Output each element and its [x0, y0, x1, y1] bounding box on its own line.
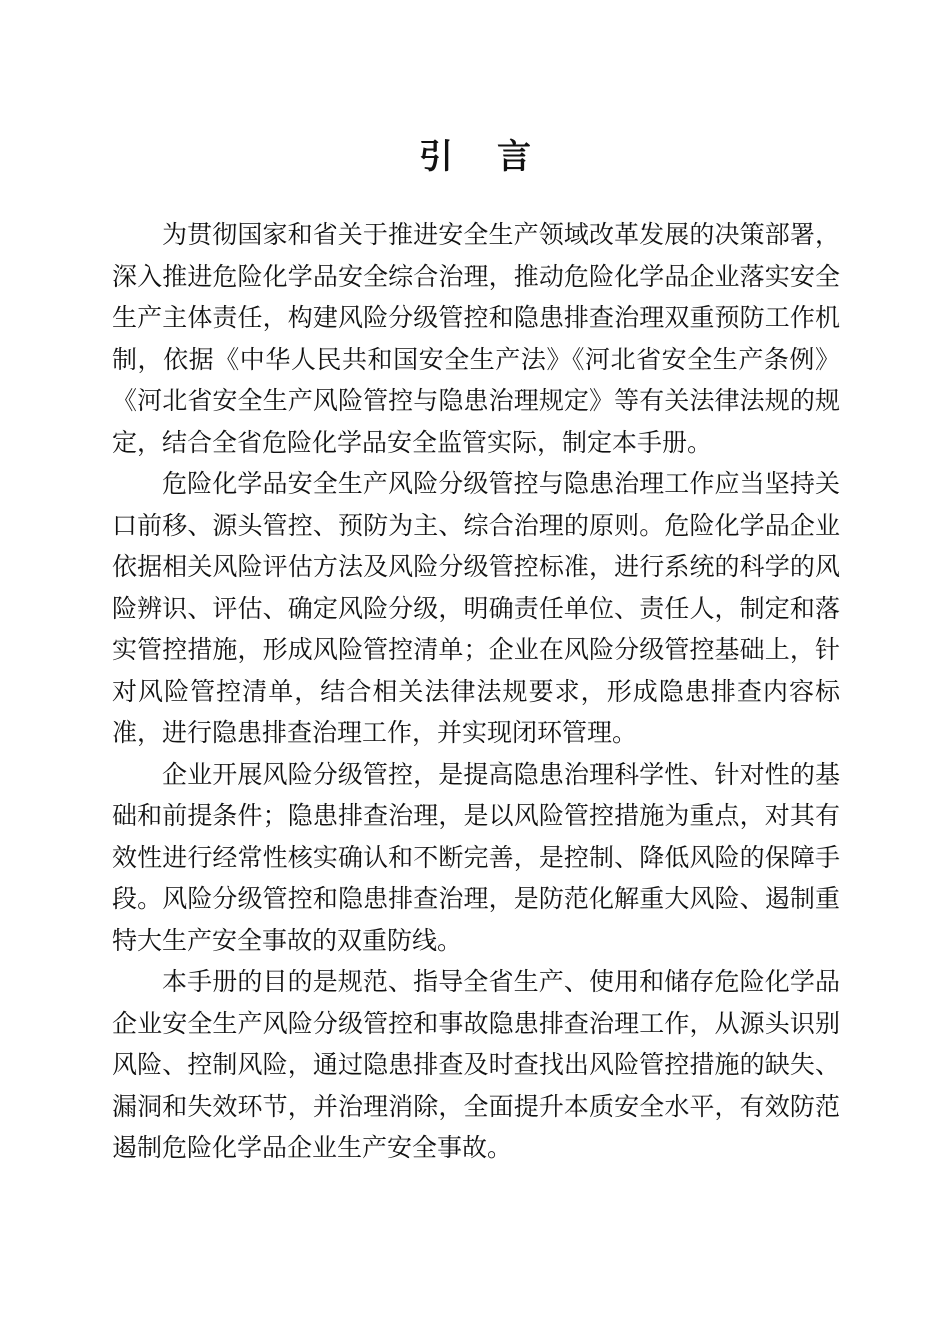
paragraph-4: 本手册的目的是规范、指导全省生产、使用和储存危险化学品企业安全生产风险分级管控和事故隐患排查治理工作，从源头识别风险、控制风险，通过隐患排查及时查找出风险管控措施的缺失、漏洞和失效环节，并治理消除，全面提升本质安全水平，有效防范遏制危险化学品企业生产安全事故。 [112, 967, 840, 1162]
paragraph-3: 企业开展风险分级管控，是提高隐患治理科学性、针对性的基础和前提条件；隐患排查治理，是以风险管控措施为重点，对其有效性进行经常性核实确认和不断完善，是控制、降低风险的保障手段。风险分级管控和隐患排查治理，是防范化解重大风险、遏制重特大生产安全事故的双重防线。 [112, 759, 840, 955]
paragraph-1: 为贯彻国家和省关于推进安全生产领域改革发展的决策部署，深入推进危险化学品安全综合治理，推动危险化学品企业落实安全生产主体责任，构建风险分级管控和隐患排查治理双重预防工作机制，依据《中华人民共和国安全生产法》《河北省安全生产条例》《河北省安全生产风险管控与隐患治理规定》等有关法律法规的规定，结合全省危险化学品安全监管实际，制定本手册。 [112, 220, 840, 457]
paragraph-2: 危险化学品安全生产风险分级管控与隐患治理工作应当坚持关口前移、源头管控、预防为主、综合治理的原则。危险化学品企业依据相关风险评估方法及风险分级管控标准，进行系统的科学的风险辨识、评估、确定风险分级，明确责任单位、责任人，制定和落实管控措施，形成风险管控清单；企业在风险分级管控基础上，针对风险管控清单，结合相关法律法规要求，形成隐患排查内容标准，进行隐患排查治理工作，并实现闭环管理。 [112, 469, 840, 747]
page-title: 引言 [419, 136, 575, 177]
document-body [112, 214, 840, 1169]
